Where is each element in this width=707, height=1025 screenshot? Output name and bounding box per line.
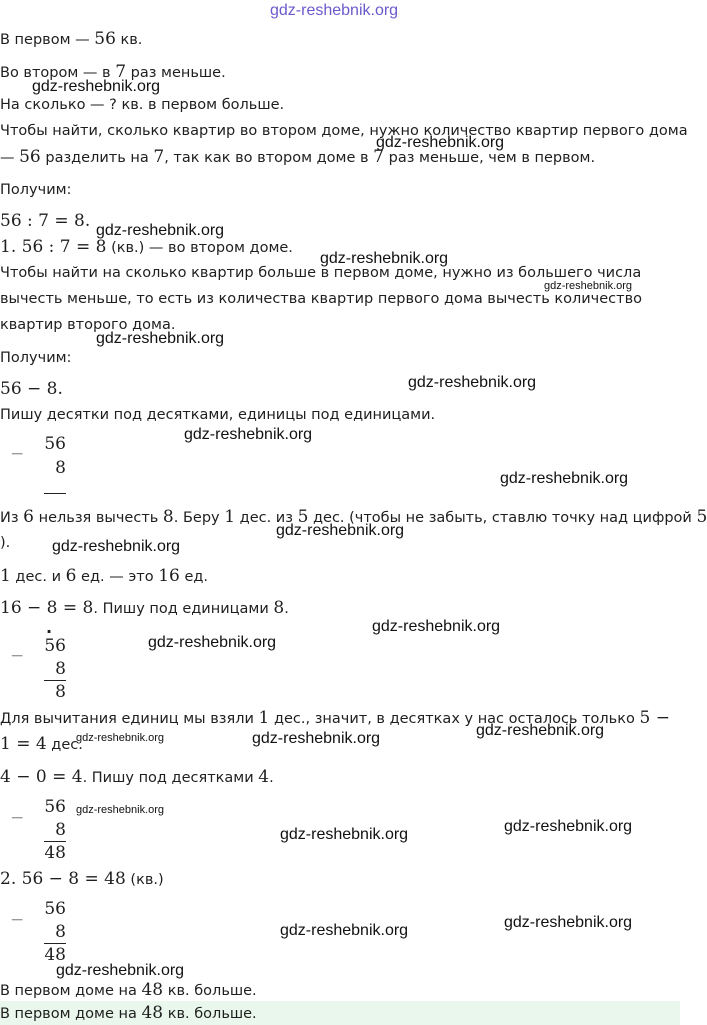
borrow-dot: . <box>46 618 53 637</box>
text-line: 1 дес. и 6 ед. — это 16 ед. <box>0 566 209 586</box>
watermark: gdz-reshebnik.org <box>184 426 313 443</box>
watermark: gdz-reshebnik.org <box>96 222 225 239</box>
text-line: 1 = 4 дес. <box>0 734 83 754</box>
column-bar <box>44 841 66 842</box>
column-bottom: 8 <box>55 922 66 942</box>
watermark: gdz-reshebnik.org <box>476 722 605 739</box>
minus-sign: − <box>10 646 25 666</box>
column-result: 8 <box>55 682 66 702</box>
watermark: gdz-reshebnik.org <box>372 618 501 635</box>
watermark: gdz-reshebnik.org <box>408 374 537 391</box>
text-line: 2. 56 − 8 = 48 (кв.) <box>0 869 164 889</box>
column-top: 56 <box>44 636 66 656</box>
column-bar <box>44 493 66 494</box>
watermark: gdz-reshebnik.org <box>280 922 409 939</box>
watermark: gdz-reshebnik.org <box>500 470 629 487</box>
watermark: gdz-reshebnik.org <box>52 538 181 555</box>
math-line: 56 − 8. <box>0 379 63 399</box>
column-result: 48 <box>44 843 66 863</box>
column-top: 56 <box>44 797 66 817</box>
watermark: gdz-reshebnik.org <box>504 818 633 835</box>
text-line: 4 − 0 = 4. Пишу под десятками 4. <box>0 767 274 787</box>
watermark: gdz-reshebnik.org <box>76 804 165 816</box>
watermark: gdz-reshebnik.org <box>504 914 633 931</box>
text-line: — 56 разделить на 7, так как во втором доме в 7 раз меньше, чем в первом. <box>0 147 596 167</box>
watermark-top: gdz-reshebnik.org <box>270 2 399 19</box>
column-top: 56 <box>44 434 66 454</box>
answer-text: В первом доме на 48 кв. больше. <box>0 1003 257 1023</box>
minus-sign: − <box>10 808 25 828</box>
text-line: Из 6 нельзя вычесть 8. Беру 1 дес. из 5 дес. (чтобы не забыть, ставлю точку над цифрой 5 <box>0 507 707 527</box>
watermark: gdz-reshebnik.org <box>280 826 409 843</box>
text-line: В первом — 56 кв. <box>0 29 143 49</box>
math-line: 56 : 7 = 8. <box>0 211 91 231</box>
text-line: вычесть меньше, то есть из количества квартир первого дома вычесть количество <box>0 291 643 307</box>
text-line: 1. 56 : 7 = 8 (кв.) — во втором доме. <box>0 237 293 257</box>
minus-sign: − <box>10 910 25 930</box>
column-bar <box>44 680 66 681</box>
text-line: На сколько — ? кв. в первом больше. <box>0 97 285 113</box>
column-result: 48 <box>44 945 66 965</box>
watermark: gdz-reshebnik.org <box>76 732 165 744</box>
column-bar <box>44 943 66 944</box>
watermark: gdz-reshebnik.org <box>320 250 449 267</box>
text-line: Чтобы найти на сколько квартир больше в первом доме, нужно из большего числа <box>0 265 642 281</box>
text-line: Для вычитания единиц мы взяли 1 дес., значит, в десятках у нас осталось только 5 − <box>0 708 670 728</box>
text-line: Чтобы найти, сколько квартир во втором доме, нужно количество квартир первого дома <box>0 123 688 139</box>
watermark: gdz-reshebnik.org <box>96 330 225 347</box>
text-line: квартир второго дома. <box>0 317 176 333</box>
watermark: gdz-reshebnik.org <box>252 730 381 747</box>
column-bottom: 8 <box>55 659 66 679</box>
watermark: gdz-reshebnik.org <box>148 634 277 651</box>
watermark: gdz-reshebnik.org <box>376 134 505 151</box>
watermark: gdz-reshebnik.org <box>32 78 161 95</box>
text-line: ). <box>0 535 11 551</box>
column-bottom: 8 <box>55 820 66 840</box>
text-line: Пишу десятки под десятками, единицы под единицами. <box>0 407 436 423</box>
text-line: Получим: <box>0 350 72 366</box>
column-bottom: 8 <box>55 458 66 478</box>
text-line: В первом доме на 48 кв. больше. <box>0 980 257 1000</box>
column-top: 56 <box>44 899 66 919</box>
text-line: Во втором — в 7 раз меньше. <box>0 62 226 82</box>
minus-sign: − <box>10 444 25 464</box>
text-line: 16 − 8 = 8. Пишу под единицами 8. <box>0 598 289 618</box>
watermark: gdz-reshebnik.org <box>276 522 405 539</box>
text-line: Получим: <box>0 182 72 198</box>
watermark: gdz-reshebnik.org <box>544 280 633 292</box>
watermark: gdz-reshebnik.org <box>56 962 185 979</box>
